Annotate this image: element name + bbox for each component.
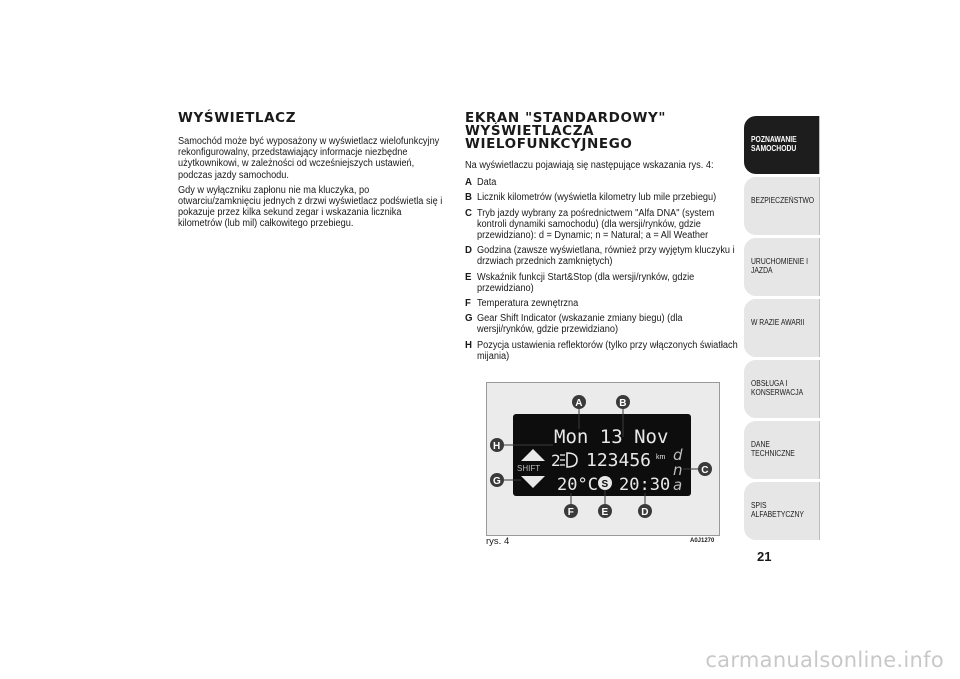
tab-w-razie-awarii[interactable]: [744, 299, 820, 357]
legend-letter: F: [465, 297, 471, 310]
mode-letter-a: a: [673, 476, 683, 494]
tab-bezpieczenstwo[interactable]: [744, 177, 820, 235]
tab-label: SPIS ALFABETYCZNY: [751, 501, 804, 519]
legend-item: [465, 177, 741, 188]
legend-letter: G: [465, 312, 473, 325]
odometer-unit: km: [656, 454, 666, 461]
callout-b: [616, 395, 630, 409]
legend-text: Data: [476, 177, 497, 189]
callout-label: F: [567, 506, 574, 518]
display-illustration: [487, 383, 719, 535]
legend-text: Tryb jazdy wybrany za pośrednictwem "Alfa DNA" (system kontroli dynamiki samochodu) (dla wersji/rynków, gdzie przewidziano): d = Dynamic; n = Natural; a = All Weather: [476, 207, 715, 242]
callout-label: B: [619, 397, 627, 409]
callout-a: [572, 395, 586, 409]
tab-label: OBSŁUGA I KONSERWACJA: [751, 379, 804, 397]
tab-spis-alfabetyczny[interactable]: [744, 482, 820, 540]
section-title-line2: WYŚWIETLACZA WIELOFUNKCYJNEGO: [465, 123, 633, 152]
figure-caption: rys. 4: [486, 536, 510, 547]
mode-letter-n: n: [673, 461, 683, 479]
section-title: [465, 112, 740, 151]
section-title-line1: EKRAN "STANDARDOWY": [465, 110, 667, 126]
tab-label: DANE TECHNICZNE: [751, 440, 795, 458]
legend-text: Wskaźnik funkcji Start&Stop (dla wersji/rynków, gdzie przewidziano): [476, 271, 695, 294]
callout-label: H: [493, 440, 501, 452]
time-readout: 20:30: [619, 475, 671, 495]
section-ekran-standardowy: [465, 112, 740, 366]
legend-letter: B: [465, 191, 472, 204]
tab-label: URUCHOMIENIE I JAZDA: [751, 257, 809, 275]
tab-obsluga-i-konserwacja[interactable]: [744, 360, 820, 418]
figure-code: A0J1270: [690, 538, 715, 544]
tab-dane-techniczne[interactable]: [744, 421, 820, 479]
tab-poznawanie-samochodu[interactable]: [744, 116, 820, 174]
mode-letter-d: d: [673, 446, 683, 464]
headlight-level: 2: [551, 451, 561, 470]
tab-label: BEZPIECZEŃSTWO: [751, 196, 815, 205]
legend-text: Godzina (zawsze wyświetlana, również przy wyjętym kluczyku i drzwiach przednich zamkniętych): [476, 245, 735, 268]
callout-label: G: [493, 475, 501, 487]
temperature-readout: 20°C: [557, 475, 598, 495]
legend-item: [465, 208, 741, 242]
section-wyswietlacz: [178, 112, 446, 234]
callout-label: A: [575, 397, 583, 409]
legend-text: Temperatura zewnętrzna: [476, 298, 579, 310]
paragraph: Gdy w wyłączniku zapłonu nie ma kluczyka, po otwarciu/zamknięciu jednych z drzwi wyświetlacz podświetla się i pokazuje przez kilka sekund zegar i wskazania licznika kilometrów (lub mil) całkowitego przebiegu.: [178, 184, 443, 230]
odometer-readout: 123456: [586, 450, 652, 471]
page-number: 21: [757, 549, 772, 564]
legend-letter: E: [465, 270, 472, 283]
callout-e: [598, 504, 612, 518]
watermark: carmanualsonline.info: [705, 648, 944, 672]
date-readout: Mon 13 Nov: [554, 426, 669, 448]
legend-item: [465, 245, 741, 267]
legend-text: Licznik kilometrów (wyświetla kilometry lub mile przebiegu): [476, 192, 717, 204]
callout-f: [564, 504, 578, 518]
tab-uruchomienie-i-jazda[interactable]: [744, 238, 820, 296]
legend-item: [465, 192, 741, 203]
legend-item: [465, 313, 741, 335]
shift-label: SHIFT: [517, 464, 541, 473]
legend-item: [465, 340, 741, 362]
paragraph: Samochód może być wyposażony w wyświetlacz wielofunkcyjny rekonfigurowalny, przedstawiający informacje niezbędne użytkownikowi, w zależności od wcześniejszych ustawień, podczas jazdy samochodu.: [178, 136, 440, 181]
legend-list: [465, 177, 741, 362]
legend-letter: H: [465, 338, 472, 351]
start-stop-symbol: S: [601, 479, 609, 490]
callout-h: [490, 438, 504, 452]
callout-label: D: [641, 506, 649, 518]
intro-text: Na wyświetlaczu pojawiają się następujące wskazania rys. 4:: [465, 160, 714, 171]
callout-label: C: [701, 464, 709, 476]
legend-text: Pozycja ustawienia reflektorów (tylko przy włączonych światłach mijania): [476, 339, 738, 362]
tab-label: POZNAWANIE SAMOCHODU: [751, 135, 797, 153]
legend-text: Gear Shift Indicator (wskazanie zmiany biegu) (dla wersji/rynków, gdzie przewidziano): [476, 313, 683, 336]
legend-item: [465, 298, 741, 309]
chapter-tabs: [744, 116, 820, 543]
legend-letter: D: [465, 244, 472, 257]
callout-g: [490, 473, 504, 487]
legend-letter: A: [465, 176, 472, 189]
callout-label: E: [601, 506, 609, 518]
display-figure: [486, 382, 720, 536]
section-title: WYŚWIETLACZ: [178, 110, 297, 126]
callout-c: [698, 462, 712, 476]
legend-letter: C: [465, 206, 472, 219]
legend-item: [465, 272, 741, 294]
tab-label: W RAZIE AWARII: [751, 318, 805, 327]
callout-d: [638, 504, 652, 518]
